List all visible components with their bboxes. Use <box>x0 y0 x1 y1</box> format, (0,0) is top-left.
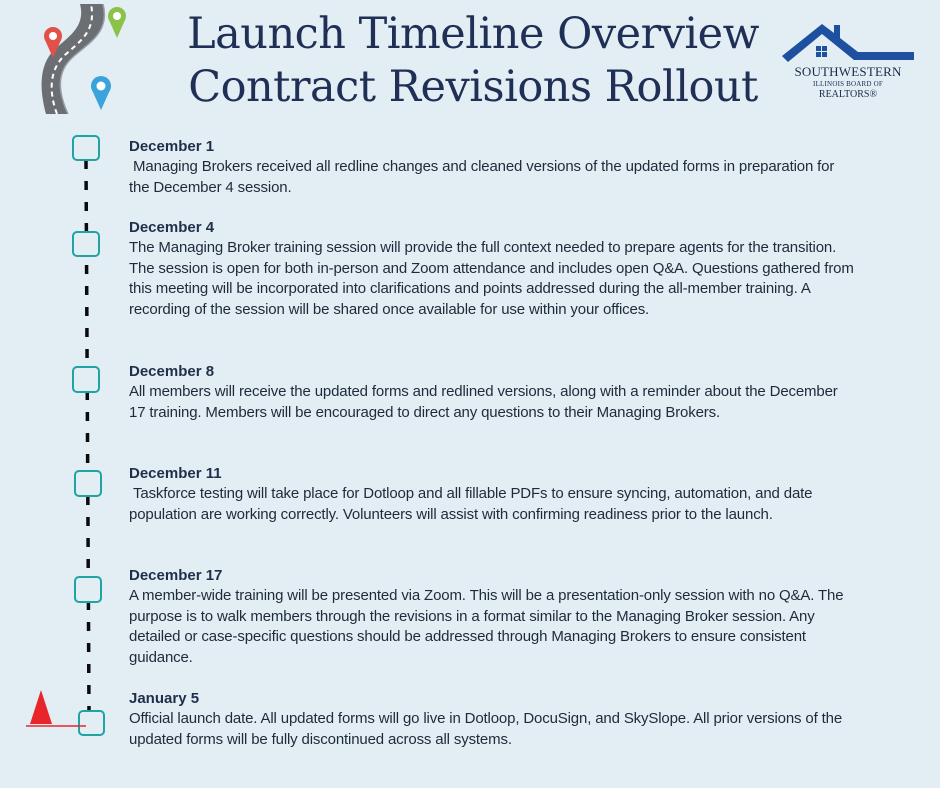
entry-description: A member-wide training will be presented via Zoom. This will be a presentation-only session with no Q&A. The purpose is to walk members through the revisions in a format similar to the Managing Broker session. Any detailed or case-specific questions should be addressed through Managing Brokers to ensure consistent guidance. <box>129 587 844 667</box>
entry-date: December 8 <box>129 363 215 380</box>
title-line-2: Contract Revisions Rollout <box>188 62 758 112</box>
timeline-entry <box>129 137 854 198</box>
title-line-1: Launch Timeline Overview <box>187 9 759 59</box>
timeline-entry <box>129 566 854 669</box>
timeline-entry <box>129 689 854 750</box>
timeline-marker-5 <box>75 577 101 602</box>
entry-date: December 17 <box>129 567 223 584</box>
timeline-entry <box>129 464 854 525</box>
timeline-marker-2 <box>73 232 99 256</box>
timeline-marker-3 <box>73 367 99 392</box>
timeline-entry <box>129 362 854 423</box>
logo-line-1: SOUTHWESTERN <box>794 64 902 79</box>
logo-line-2: ILLINOIS BOARD OF <box>813 80 883 88</box>
entry-description: Taskforce testing will take place for Dotloop and all fillable PDFs to ensure syncing, automation, and date population are working correctly. Volunteers will assist with confirming readiness prior to the launch. <box>129 485 817 523</box>
entry-description: Managing Brokers received all redline changes and cleaned versions of the updated forms in preparation for the December 4 session. <box>129 158 839 196</box>
timeline-entry <box>129 218 854 321</box>
entry-date: January 5 <box>129 690 200 707</box>
entry-description: The Managing Broker training session will provide the full context needed to prepare agents for the transition. The session is open for both in-person and Zoom attendance and includes open Q&A. Questions gathered from this meeting will be incorporated into clarifications and points addressed during the all-member training. A recording of the session will be shared once available for use within your offices. <box>129 239 854 319</box>
red-flag-icon <box>26 690 86 726</box>
entry-date: December 1 <box>129 138 215 155</box>
timeline-marker-4 <box>75 471 101 496</box>
entry-date: December 11 <box>129 465 222 482</box>
entry-description: All members will receive the updated forms and redlined versions, along with a reminder about the December 17 training. Members will be encouraged to direct any questions to their Managing Brokers. <box>129 383 838 421</box>
entry-date: December 4 <box>129 219 215 236</box>
timeline-marker-1 <box>73 136 99 160</box>
timeline-marker-6 <box>79 711 104 735</box>
entry-description: Official launch date. All updated forms will go live in Dotloop, DocuSign, and SkySlope. All prior versions of the updated forms will be fully discontinued across all systems. <box>129 710 843 748</box>
logo-line-3: REALTORS® <box>818 89 878 100</box>
